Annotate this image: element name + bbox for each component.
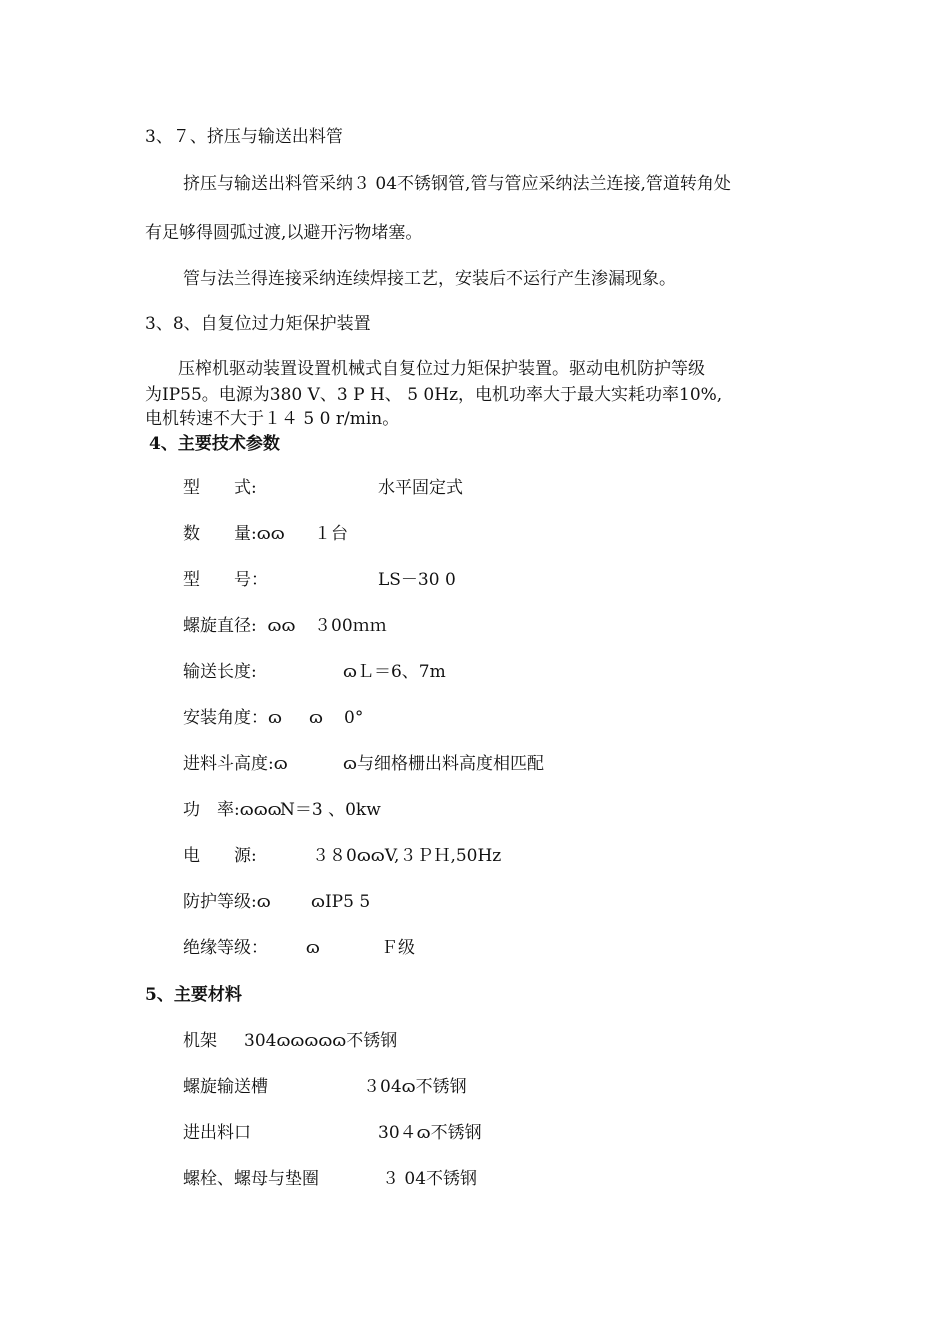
param-label: 数 量:ɷɷ <box>183 524 285 544</box>
param-label: 型 式: <box>183 478 257 498</box>
param-value: N＝3 、0kw <box>280 800 381 820</box>
param-value: Ｆ级 <box>381 938 415 958</box>
param-label: 功 率:ɷɷɷ <box>183 800 282 820</box>
section-3-7-para1-line1: 挤压与输送出料管采纳３ 04不锈钢管,管与管应采纳法兰连接,管道转角处 <box>183 174 731 194</box>
param-label: 型 号： <box>183 570 268 590</box>
param-value: ɷIP5 5 <box>311 892 371 912</box>
section-3-8-heading: 3、8、自复位过力矩保护装置 <box>145 314 371 334</box>
param-label: 防护等级:ɷ <box>183 892 271 912</box>
param-value: ɷＬ＝6、7m <box>343 662 446 682</box>
param-value: ３00ｍｍ <box>314 616 387 636</box>
param-label: 输送长度: <box>183 662 257 682</box>
material-value: 304ɷɷɷɷɷ不锈钢 <box>244 1031 398 1051</box>
param-label: 电 源: <box>183 846 257 866</box>
material-value: 30４ɷ不锈钢 <box>378 1123 482 1143</box>
material-label: 螺栓、螺母与垫圈 <box>183 1169 319 1189</box>
param-value: ３８0ɷɷV,３ＰＨ,50Hz <box>312 846 502 866</box>
section-3-8-line1: 压榨机驱动装置设置机械式自复位过力矩保护装置。驱动电机防护等级 <box>178 359 705 379</box>
section-4-heading: 4、主要技术参数 <box>149 434 280 454</box>
param-label: 进料斗高度:ɷ <box>183 754 288 774</box>
section-3-7-para1-line2: 有足够得圆弧过渡,以避开污物堵塞。 <box>145 223 423 243</box>
param-label: 绝缘等级： ɷ <box>183 938 320 958</box>
param-value: ɷ与细格栅出料高度相匹配 <box>343 754 544 774</box>
material-value: ３04ɷ不锈钢 <box>363 1077 467 1097</box>
material-label: 进出料口 <box>183 1123 251 1143</box>
section-3-7-para2: 管与法兰得连接采纳连续焊接工艺，安装后不运行产生渗漏现象。 <box>183 269 676 289</box>
param-value: LS－30 0 <box>378 570 456 590</box>
param-label: 安装角度：ɷ ɷ <box>183 708 323 728</box>
section-3-8-line2: 为IP55。电源为380 V、3 P H、 5 0Hz，电机功率大于最大实耗功率10%, <box>145 385 723 405</box>
param-value: 0° <box>344 708 364 728</box>
param-value: 水平固定式 <box>378 478 463 498</box>
param-value: １台 <box>314 524 348 544</box>
section-3-8-line3: 电机转速不大于１４ 5 0 r/min。 <box>145 409 400 429</box>
section-5-heading: 5、主要材料 <box>145 985 242 1005</box>
param-label: 螺旋直径: ɷɷ <box>183 616 296 636</box>
material-label: 螺旋输送槽 <box>183 1077 268 1097</box>
section-3-7-heading: 3、７、挤压与输送出料管 <box>145 127 343 147</box>
material-label: 机架 <box>183 1031 217 1051</box>
material-value: ３ 04不锈钢 <box>382 1169 478 1189</box>
